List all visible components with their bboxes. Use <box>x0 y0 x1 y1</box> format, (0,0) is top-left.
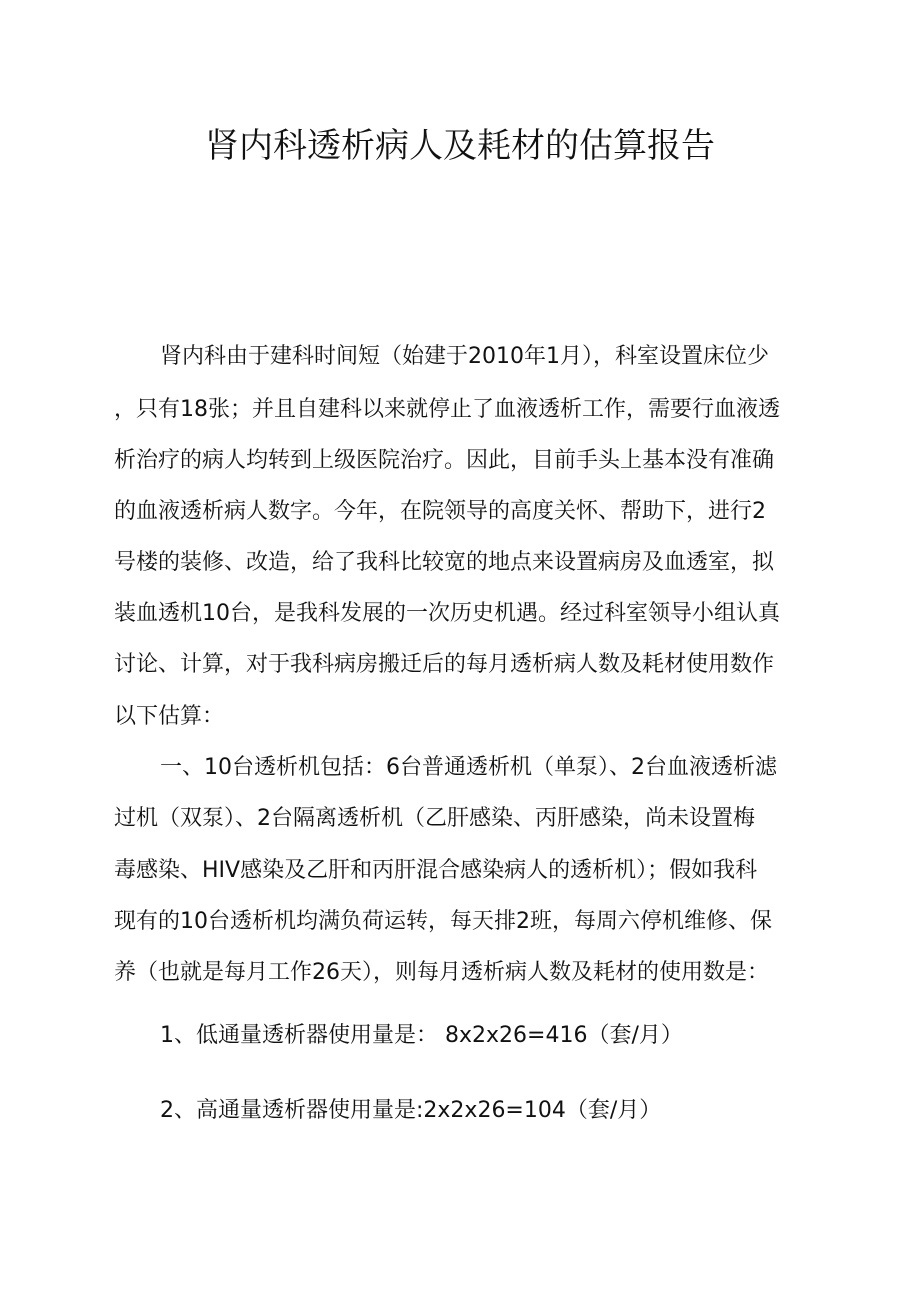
paragraph-line: 讨论、计算，对于我科病房搬迁后的每月透析病人数及耗材使用数作 <box>114 652 775 677</box>
paragraph-line: 一、10台透析机包括：6台普通透析机（单泵）、2台血液透析滤 <box>160 755 777 780</box>
paragraph-line: 现有的10台透析机均满负荷运转，每天排2班，每周六停机维修、保 <box>114 909 772 934</box>
paragraph-line: 装血透机10台，是我科发展的一次历史机遇。经过科室领导小组认真 <box>114 601 780 626</box>
list-item: 1、低通量透析器使用量是： 8x2x26=416（套/月） <box>160 1023 683 1048</box>
paragraph-line: 析治疗的病人均转到上级医院治疗。因此，目前手头上基本没有准确 <box>114 448 775 473</box>
document-title: 肾内科透析病人及耗材的估算报告 <box>205 126 715 166</box>
paragraph-line: 毒感染、HIV感染及乙肝和丙肝混合感染病人的透析机）；假如我科 <box>114 858 758 883</box>
paragraph-line: 号楼的装修、改造，给了我科比较宽的地点来设置病房及血透室，拟 <box>114 550 775 575</box>
paragraph-line: 养（也就是每月工作26天），则每月透析病人数及耗材的使用数是： <box>114 960 769 985</box>
paragraph-line: 过机（双泵）、2台隔离透析机（乙肝感染、丙肝感染，尚未设置梅 <box>114 806 755 831</box>
paragraph-line: 的血液透析病人数字。今年，在院领导的高度关怀、帮助下，进行2 <box>114 499 766 524</box>
paragraph-line: 以下估算： <box>114 704 225 729</box>
list-item: 2、高通量透析器使用量是:2x2x26=104（套/月） <box>160 1098 662 1123</box>
paragraph-line: ，只有18张；并且自建科以来就停止了血液透析工作，需要行血液透 <box>114 397 780 422</box>
paragraph-line: 肾内科由于建科时间短（始建于2010年1月），科室设置床位少 <box>160 344 769 369</box>
